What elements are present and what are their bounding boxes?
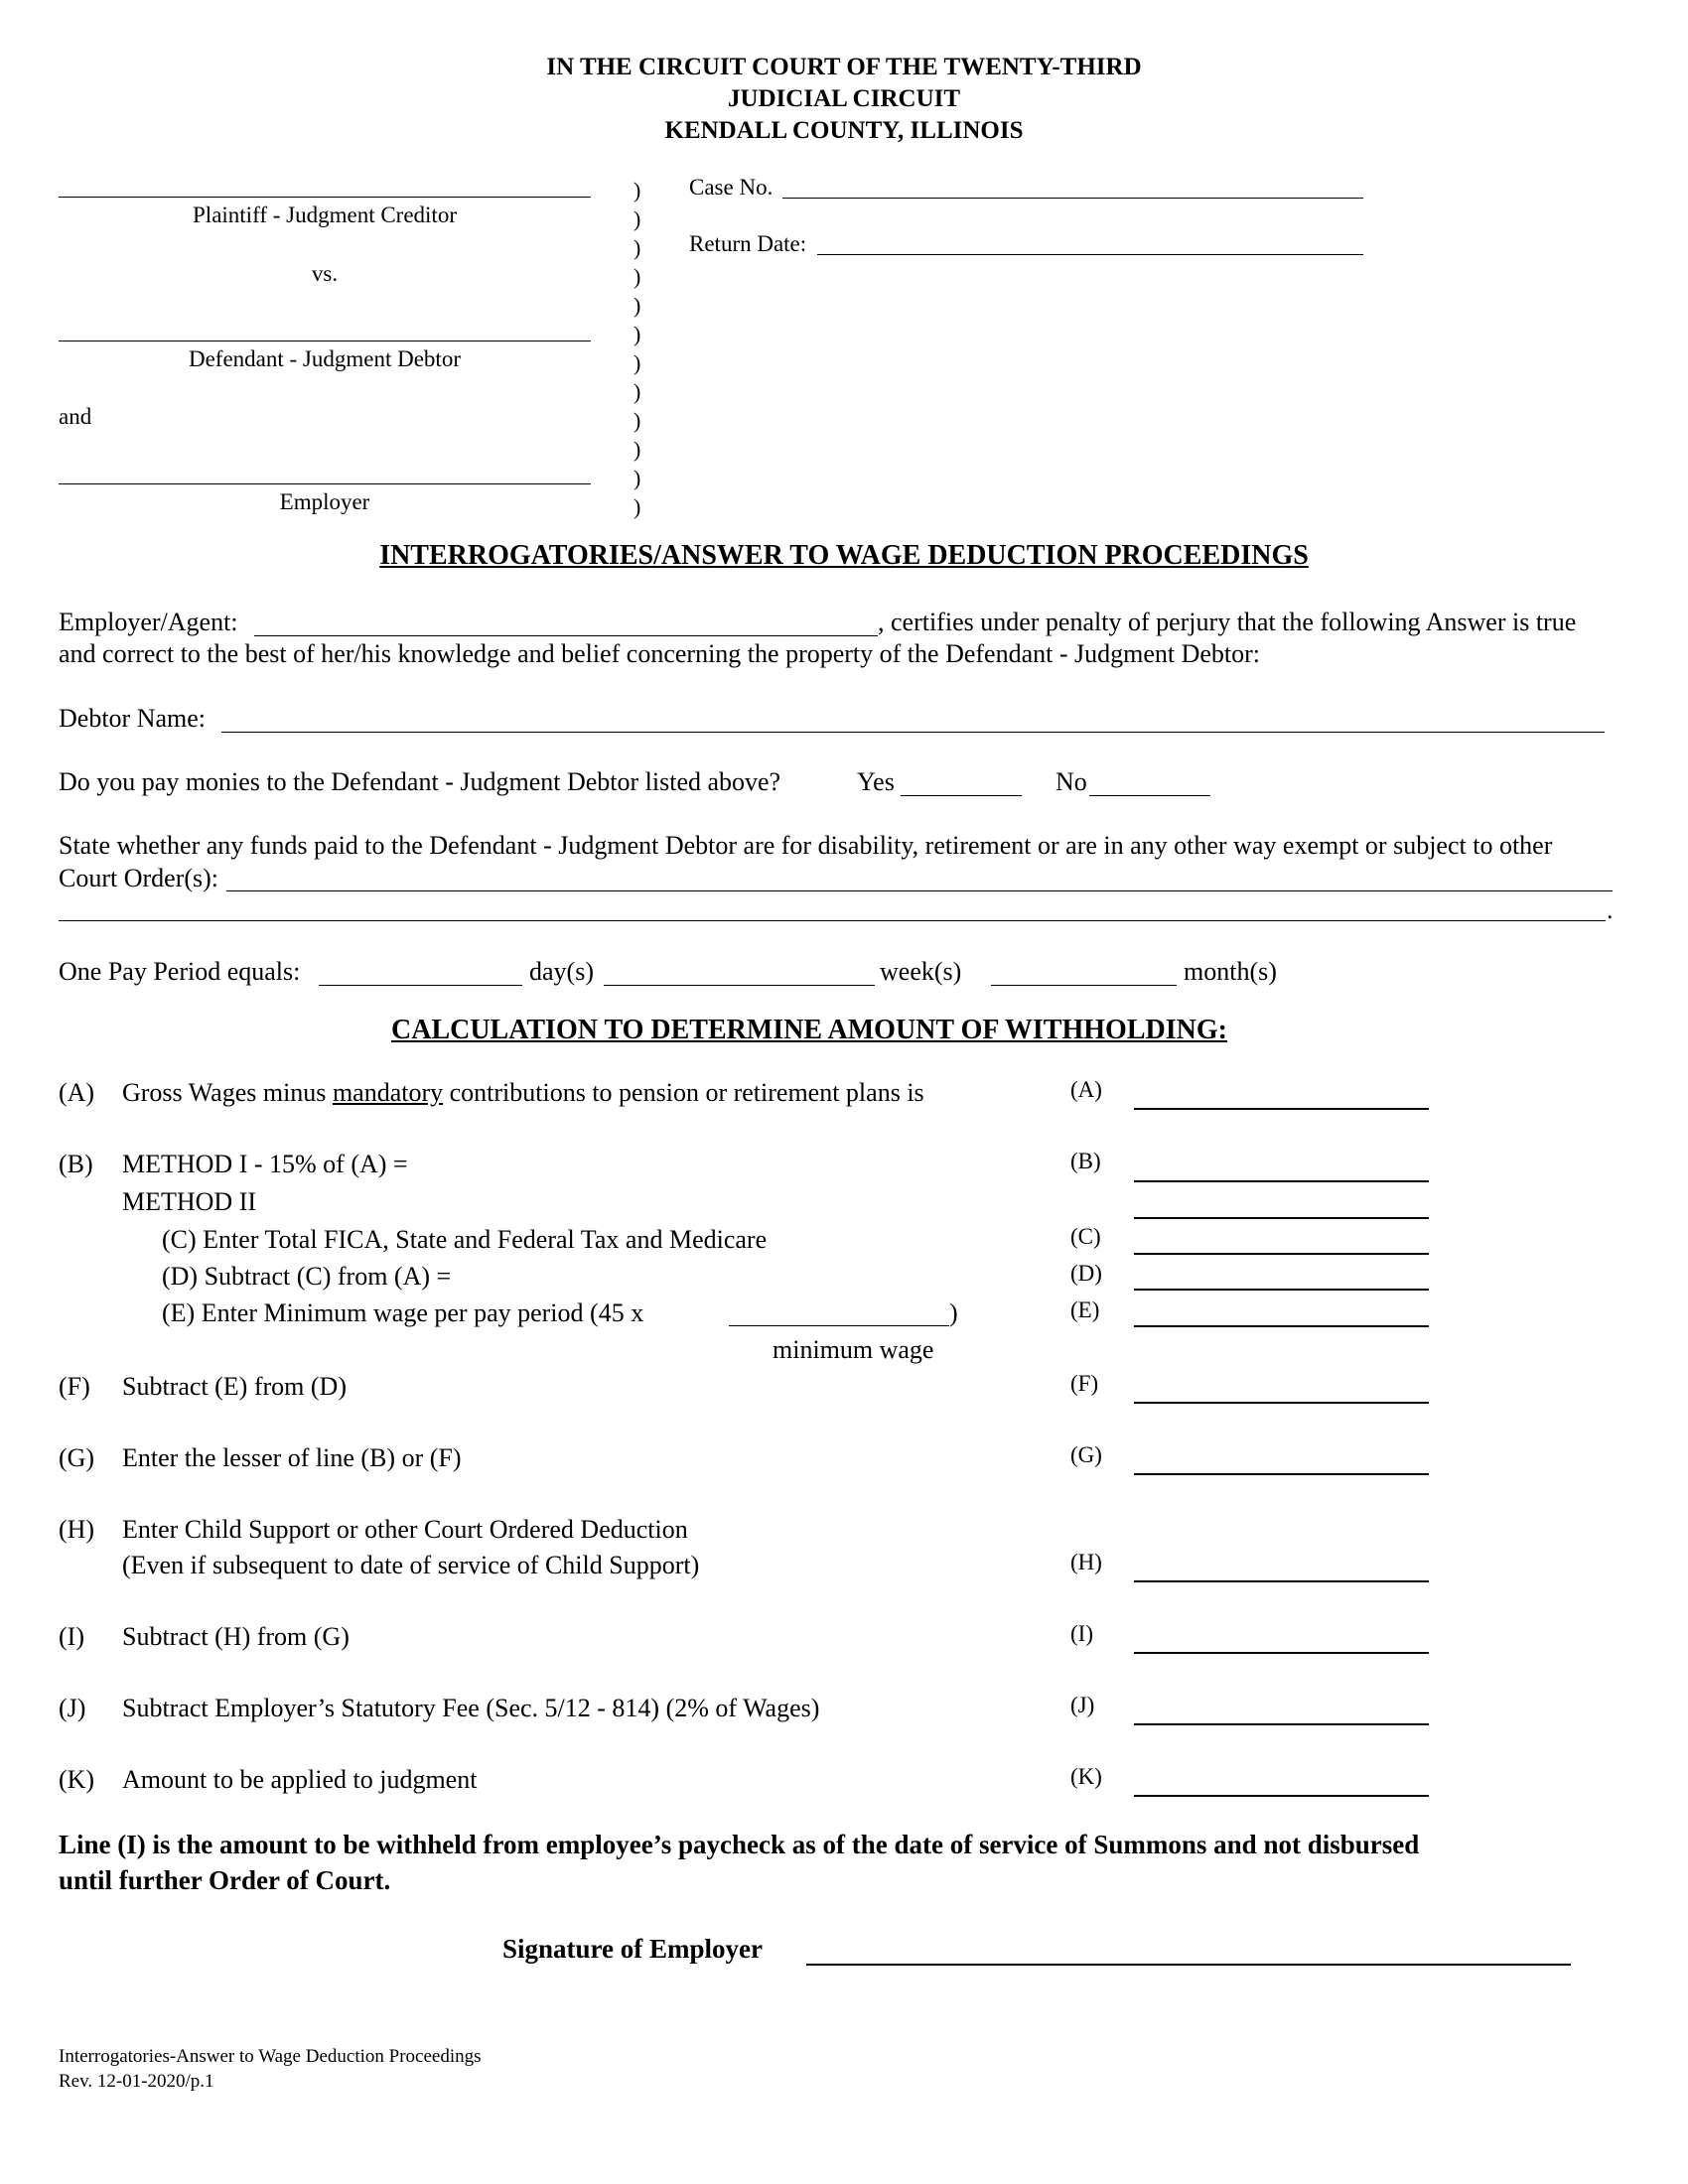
right-label-c: (C) [1070, 1224, 1101, 1249]
plaintiff-field[interactable] [59, 197, 591, 198]
employer-agent-label: Employer/Agent: [59, 608, 238, 636]
line-j-field[interactable] [1134, 1723, 1429, 1725]
line-e-field[interactable] [1134, 1325, 1429, 1327]
case-no-field[interactable] [782, 198, 1363, 199]
employer-label: Employer [279, 489, 370, 514]
right-label-b: (B) [1070, 1149, 1101, 1173]
intro-line-2: and correct to the best of her/his knowledge and belief concerning the property of the Defendant - Judgment Debtor: [59, 639, 1261, 668]
certifies-text: , certifies under penalty of perjury that the following Answer is true [878, 608, 1577, 636]
line-k-text: Amount to be applied to judgment [122, 1765, 478, 1794]
line-d-field[interactable] [1134, 1289, 1429, 1291]
minimum-wage-label: minimum wage [773, 1335, 934, 1364]
line-g-field[interactable] [1134, 1473, 1429, 1475]
line-h-letter: (H) [59, 1515, 95, 1544]
paren: ) [633, 178, 641, 203]
footer-line-2: Rev. 12-01-2020/p.1 [59, 2071, 214, 2092]
weeks-label: week(s) [880, 957, 962, 986]
line-j-letter: (J) [59, 1694, 86, 1722]
case-no-label: Case No. [689, 175, 774, 200]
return-date-label: Return Date: [689, 231, 807, 256]
withholding-note-line-2: until further Order of Court. [59, 1865, 391, 1895]
right-label-a: (A) [1070, 1077, 1102, 1102]
line-g-letter: (G) [59, 1443, 95, 1472]
minimum-wage-field[interactable] [729, 1325, 949, 1326]
line-b-letter: (B) [59, 1150, 93, 1178]
method-2-field[interactable] [1134, 1217, 1429, 1219]
plaintiff-label: Plaintiff - Judgment Creditor [193, 203, 457, 227]
line-d-text: (D) Subtract (C) from (A) = [162, 1262, 452, 1291]
right-label-e: (E) [1070, 1297, 1100, 1322]
court-orders-period: . [1607, 895, 1614, 924]
form-title: INTERROGATORIES/ANSWER TO WAGE DEDUCTION PROCEEDINGS [379, 540, 1309, 571]
line-h-field[interactable] [1134, 1580, 1429, 1582]
pay-question-text: Do you pay monies to the Defendant - Judgment Debtor listed above? [59, 767, 781, 796]
paren: ) [633, 437, 641, 462]
pay-period-weeks-field[interactable] [604, 985, 875, 986]
yes-label: Yes [857, 767, 895, 796]
right-label-g: (G) [1070, 1442, 1102, 1467]
debtor-name-field[interactable] [221, 732, 1605, 733]
paren: ) [633, 494, 641, 519]
employer-agent-field[interactable] [254, 635, 878, 636]
line-c-field[interactable] [1134, 1253, 1429, 1255]
method-2-label: METHOD II [122, 1187, 257, 1216]
vs-label: vs. [311, 261, 339, 286]
line-a-letter: (A) [59, 1078, 95, 1107]
calculation-title: CALCULATION TO DETERMINE AMOUNT OF WITHHOLDING: [391, 1015, 1227, 1045]
no-label: No [1055, 767, 1087, 796]
no-field[interactable] [1089, 795, 1210, 796]
line-a-mandatory: mandatory [332, 1078, 444, 1107]
line-f-letter: (F) [59, 1372, 90, 1401]
court-orders-field-1[interactable] [226, 890, 1613, 891]
court-orders-label: Court Order(s): [59, 864, 219, 892]
pay-period-label: One Pay Period equals: [59, 957, 301, 986]
line-i-letter: (I) [59, 1622, 84, 1651]
line-a-text [122, 1080, 924, 1106]
right-label-j: (J) [1070, 1693, 1095, 1717]
pay-period-months-field[interactable] [991, 985, 1177, 986]
court-header-line-1: IN THE CIRCUIT COURT OF THE TWENTY-THIRD [546, 54, 1142, 80]
line-a-text-2: contributions to pension or retirement plans is [449, 1078, 924, 1107]
right-label-i: (I) [1070, 1621, 1093, 1646]
debtor-name-label: Debtor Name: [59, 704, 207, 733]
line-i-field[interactable] [1134, 1652, 1429, 1654]
paren: ) [633, 379, 641, 404]
paren: ) [633, 235, 641, 260]
line-a-field[interactable] [1134, 1108, 1429, 1110]
line-e-close: ) [949, 1298, 958, 1327]
yes-field[interactable] [901, 795, 1022, 796]
pay-period-days-field[interactable] [319, 985, 522, 986]
paren: ) [633, 466, 641, 490]
days-label: day(s) [529, 957, 594, 986]
paren: ) [633, 206, 641, 231]
signature-field[interactable] [806, 1964, 1571, 1966]
employer-field[interactable] [59, 483, 591, 484]
line-h-text-2: (Even if subsequent to date of service of Child Support) [122, 1551, 700, 1579]
line-b-text: METHOD I - 15% of (A) = [122, 1150, 408, 1178]
right-label-h: (H) [1070, 1550, 1102, 1574]
line-j-text: Subtract Employer’s Statutory Fee (Sec. 5/12 - 814) (2% of Wages) [122, 1694, 820, 1722]
line-c-text: (C) Enter Total FICA, State and Federal Tax and Medicare [162, 1225, 768, 1254]
right-label-d: (D) [1070, 1261, 1102, 1286]
line-a-text-1: Gross Wages minus [122, 1078, 327, 1107]
court-header-line-3: KENDALL COUNTY, ILLINOIS [664, 117, 1024, 144]
court-header [0, 52, 1688, 147]
exempt-question-line-1: State whether any funds paid to the Defendant - Judgment Debtor are for disability, retirement or are in any other way exempt or subject to other [59, 831, 1553, 860]
line-h-text-1: Enter Child Support or other Court Ordered Deduction [122, 1515, 688, 1544]
signature-label: Signature of Employer [502, 1934, 763, 1964]
court-header-line-2: JUDICIAL CIRCUIT [727, 85, 961, 112]
line-e-text: (E) Enter Minimum wage per pay period (45 x [162, 1298, 644, 1327]
line-i-text: Subtract (H) from (G) [122, 1622, 350, 1651]
right-label-k: (K) [1070, 1764, 1102, 1789]
line-f-text: Subtract (E) from (D) [122, 1372, 347, 1401]
paren: ) [633, 264, 641, 289]
withholding-note-line-1: Line (I) is the amount to be withheld from employee’s paycheck as of the date of service of Summons and not disbursed [59, 1830, 1420, 1859]
line-k-field[interactable] [1134, 1795, 1429, 1797]
paren: ) [633, 322, 641, 346]
paren: ) [633, 293, 641, 318]
paren: ) [633, 350, 641, 375]
line-f-field[interactable] [1134, 1402, 1429, 1404]
return-date-field[interactable] [817, 254, 1363, 255]
court-orders-field-2[interactable] [59, 920, 1606, 921]
right-label-f: (F) [1070, 1371, 1099, 1396]
paren: ) [633, 408, 641, 433]
line-k-letter: (K) [59, 1765, 95, 1794]
line-g-text: Enter the lesser of line (B) or (F) [122, 1443, 462, 1472]
line-b-field[interactable] [1134, 1180, 1429, 1182]
and-label: and [59, 404, 92, 429]
defendant-label: Defendant - Judgment Debtor [188, 346, 461, 371]
months-label: month(s) [1184, 957, 1277, 986]
footer-line-1: Interrogatories-Answer to Wage Deduction Proceedings [59, 2046, 482, 2067]
caption-parens [633, 176, 640, 521]
